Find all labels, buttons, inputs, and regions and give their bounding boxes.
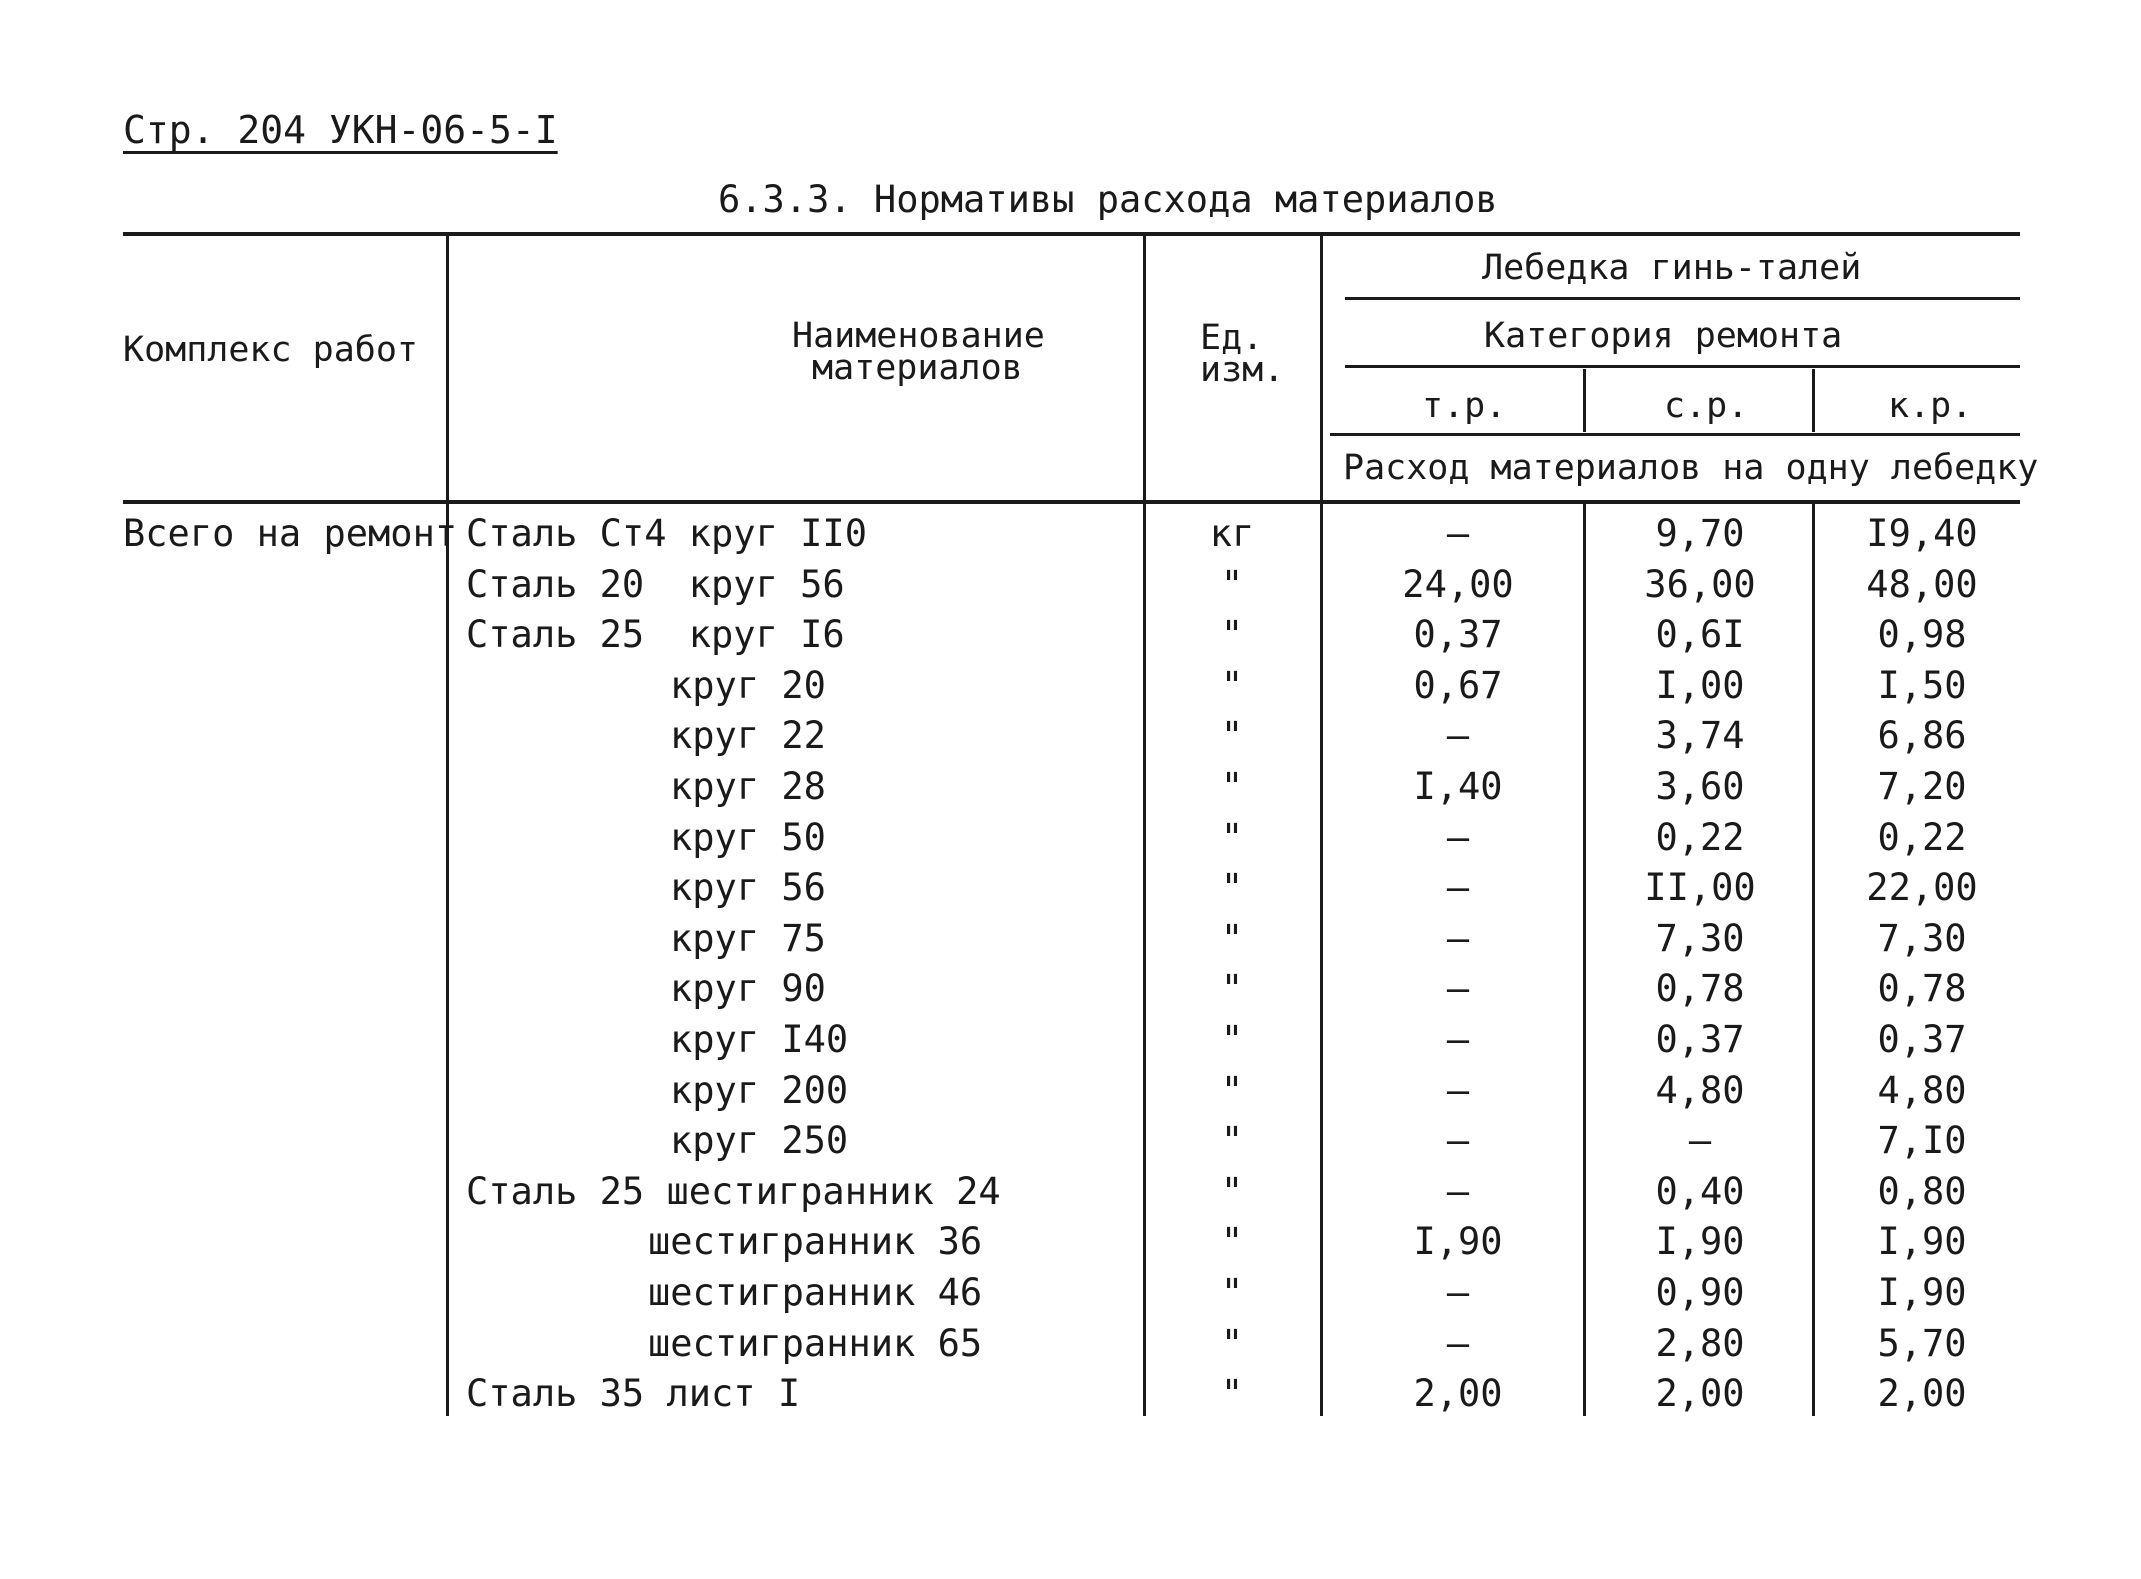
material-name: круг 75 [670,917,826,960]
header-unit-line2: изм. [1200,350,1285,390]
header-category: Категория ремонта [1484,316,1843,356]
unit-cell: " [1220,664,1244,707]
col-divider-tr [1583,369,1586,432]
value-kr: 48,00 [1866,563,1978,606]
unit-cell: " [1220,1018,1244,1061]
value-tr: – [1446,714,1470,757]
value-tr: – [1446,1018,1470,1061]
value-sr: 0,37 [1655,1018,1745,1061]
col-divider-tr-body [1583,504,1586,1416]
value-kr: 0,80 [1877,1170,1967,1213]
value-sr: – [1688,1119,1712,1162]
header-bottom-rule [123,500,2020,504]
unit-cell: " [1220,866,1244,909]
value-kr: 7,20 [1877,765,1967,808]
unit-cell: " [1220,1322,1244,1365]
material-name: шестигранник 36 [648,1220,983,1263]
material-name: круг 56 [670,866,826,909]
value-kr: 4,80 [1877,1069,1967,1112]
unit-cell: кг [1209,512,1255,555]
material-name: шестигранник 65 [648,1322,983,1365]
value-tr: – [1446,1271,1470,1314]
value-kr: I,90 [1877,1271,1967,1314]
value-sr: 0,22 [1655,816,1745,859]
value-tr: – [1446,866,1470,909]
value-sr: I,90 [1655,1220,1745,1263]
header-unit-line1: Ед. [1200,318,1264,358]
header-consumption: Расход материалов на одну лебедку [1343,448,2039,488]
header-tr: т.р. [1422,386,1507,426]
value-sr: 0,6I [1655,613,1745,656]
table-top-rule [123,232,2020,236]
table-title: 6.3.3. Нормативы расхода материалов [718,178,1498,221]
material-name: круг I40 [670,1018,849,1061]
header-equipment: Лебедка гинь-талей [1482,248,1862,288]
value-tr: I,90 [1413,1220,1503,1263]
value-tr: – [1446,816,1470,859]
value-tr: – [1446,967,1470,1010]
unit-cell: " [1220,1271,1244,1314]
value-tr: 0,67 [1413,664,1503,707]
value-kr: 7,30 [1877,917,1967,960]
unit-cell: " [1220,563,1244,606]
material-name: круг 20 [670,664,826,707]
value-sr: 4,80 [1655,1069,1745,1112]
unit-cell: " [1220,816,1244,859]
material-name: Сталь 35 лист I [466,1372,801,1415]
value-tr: – [1446,917,1470,960]
value-tr: 24,00 [1402,563,1514,606]
value-sr: 0,40 [1655,1170,1745,1213]
value-kr: 6,86 [1877,714,1967,757]
col-divider-sr-body [1812,504,1815,1416]
value-sr: 9,70 [1655,512,1745,555]
value-tr: I,40 [1413,765,1503,808]
col-divider-unit [1320,236,1323,1416]
value-sr: 0,90 [1655,1271,1745,1314]
value-sr: I,00 [1655,664,1745,707]
material-name: круг 28 [670,765,826,808]
header-complex: Комплекс работ [123,330,419,370]
unit-cell: " [1220,1170,1244,1213]
value-sr: II,00 [1644,866,1756,909]
value-sr: 0,78 [1655,967,1745,1010]
value-kr: 0,37 [1877,1018,1967,1061]
header-material-line1: Наименование [792,316,1045,356]
material-name: Сталь 25 круг I6 [466,613,845,656]
unit-cell: " [1220,1069,1244,1112]
value-kr: I9,40 [1866,512,1978,555]
unit-cell: " [1220,714,1244,757]
material-name: Сталь Ст4 круг II0 [466,512,867,555]
value-kr: 7,I0 [1877,1119,1967,1162]
header-kr: к.р. [1888,386,1973,426]
material-name: круг 90 [670,967,826,1010]
value-sr: 7,30 [1655,917,1745,960]
col-divider-complex [446,236,449,1416]
value-kr: 22,00 [1866,866,1978,909]
value-sr: 2,80 [1655,1322,1745,1365]
material-name: Сталь 20 круг 56 [466,563,845,606]
value-kr: 0,78 [1877,967,1967,1010]
value-tr: – [1446,1119,1470,1162]
value-tr: 0,37 [1413,613,1503,656]
value-tr: 2,00 [1413,1372,1503,1415]
complex-name: Всего на ремонт [123,512,458,555]
material-name: круг 22 [670,714,826,757]
header-material-line2: материалов [812,348,1023,388]
unit-cell: " [1220,1220,1244,1263]
unit-cell: " [1220,967,1244,1010]
value-kr: I,90 [1877,1220,1967,1263]
value-sr: 3,60 [1655,765,1745,808]
value-sr: 3,74 [1655,714,1745,757]
material-name: круг 200 [670,1069,849,1112]
unit-cell: " [1220,1119,1244,1162]
unit-cell: " [1220,613,1244,656]
page-reference: Стр. 204 УКН-06-5-I [123,108,558,152]
col-divider-sr [1812,369,1815,432]
header-sr: с.р. [1664,386,1749,426]
header-rule-category [1345,365,2020,368]
material-name: шестигранник 46 [648,1271,983,1314]
value-kr: 0,98 [1877,613,1967,656]
material-name: Сталь 25 шестигранник 24 [466,1170,1001,1213]
material-name: круг 250 [670,1119,849,1162]
value-sr: 36,00 [1644,563,1756,606]
unit-cell: " [1220,765,1244,808]
value-tr: – [1446,512,1470,555]
value-tr: – [1446,1069,1470,1112]
unit-cell: " [1220,1372,1244,1415]
header-rule-repair-types [1330,433,2020,436]
value-kr: 0,22 [1877,816,1967,859]
col-divider-material [1143,236,1146,1416]
value-kr: 2,00 [1877,1372,1967,1415]
header-rule-equipment [1345,297,2020,300]
value-tr: – [1446,1322,1470,1365]
unit-cell: " [1220,917,1244,960]
value-sr: 2,00 [1655,1372,1745,1415]
material-name: круг 50 [670,816,826,859]
value-tr: – [1446,1170,1470,1213]
value-kr: 5,70 [1877,1322,1967,1365]
value-kr: I,50 [1877,664,1967,707]
